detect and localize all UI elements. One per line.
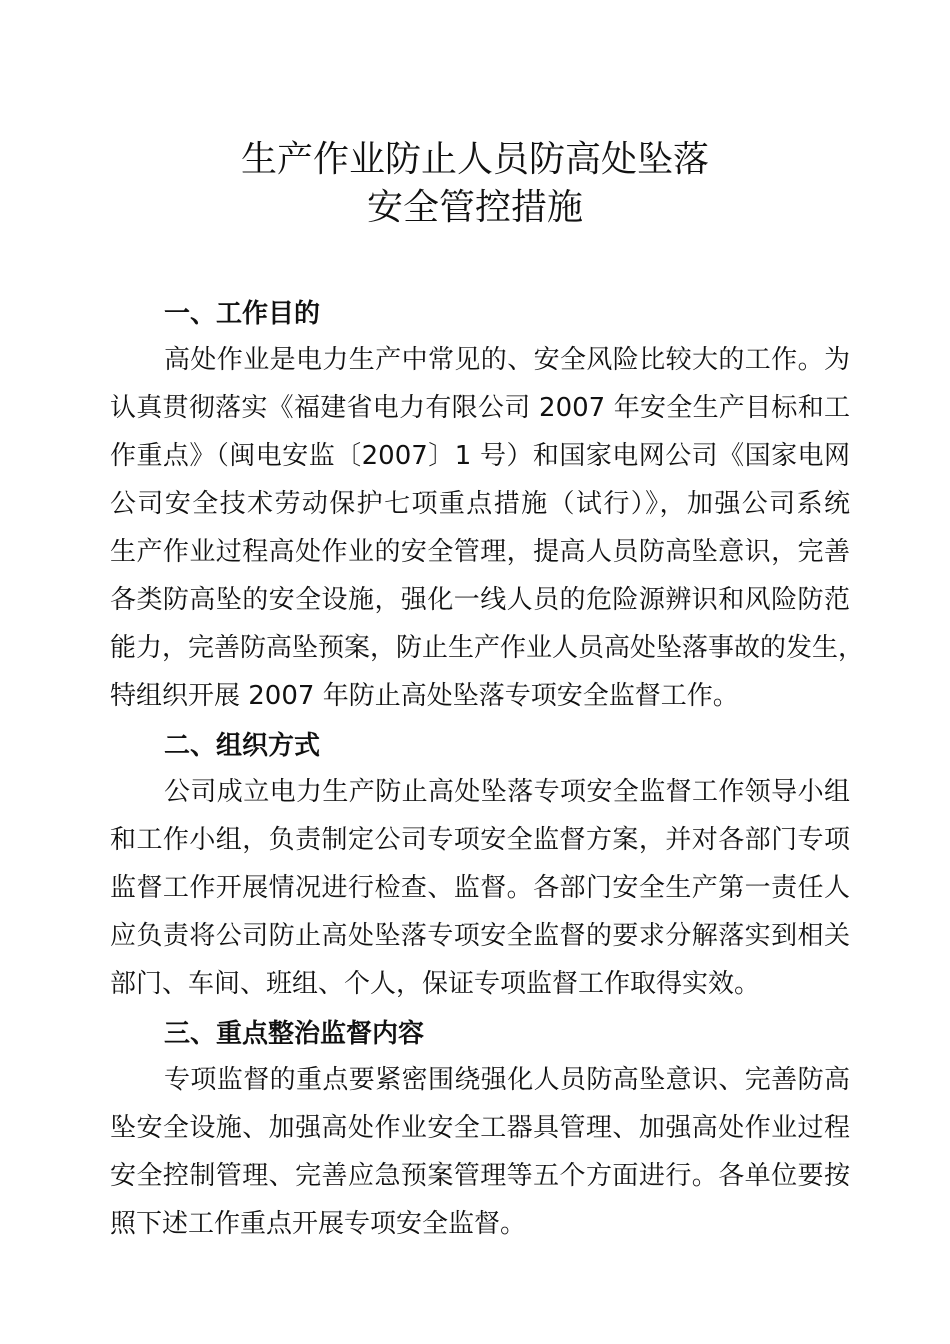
paragraph-line: 坠安全设施、加强高处作业安全工器具管理、加强高处作业过程 — [110, 1113, 850, 1143]
paragraph-line: 高处作业是电力生产中常见的、安全风险比较大的工作。为 — [164, 345, 850, 375]
paragraph-line: 和工作小组，负责制定公司专项安全监督方案，并对各部门专项 — [110, 825, 850, 855]
document-title-line-1: 生产作业防止人员防高处坠落 — [240, 139, 709, 180]
paragraph-line: 监督工作开展情况进行检查、监督。各部门安全生产第一责任人 — [110, 873, 850, 903]
section-paragraph-organization — [110, 768, 850, 1008]
paragraph-line: 公司成立电力生产防止高处坠落专项安全监督工作领导小组 — [164, 777, 850, 807]
paragraph-line: 部门、车间、班组、个人，保证专项监督工作取得实效。 — [110, 969, 761, 999]
document-title-line-2: 安全管控措施 — [366, 187, 583, 228]
section-heading-organization: 二、组织方式 — [164, 731, 321, 761]
section-paragraph-work-purpose — [110, 336, 865, 720]
paragraph-line: 照下述工作重点开展专项安全监督。 — [110, 1209, 527, 1239]
paragraph-line: 各类防高坠的安全设施，强化一线人员的危险源辨识和风险防范 — [110, 585, 850, 615]
paragraph-line: 特组织开展 2007 年防止高处坠落专项安全监督工作。 — [110, 681, 739, 711]
paragraph-line: 公司安全技术劳动保护七项重点措施（试行）》，加强公司系统 — [110, 489, 850, 519]
section-paragraph-key-content — [110, 1056, 850, 1248]
section-heading-work-purpose: 一、工作目的 — [164, 299, 321, 329]
paragraph-line: 认真贯彻落实《福建省电力有限公司 2007 年安全生产目标和工 — [110, 393, 850, 423]
paragraph-line: 专项监督的重点要紧密围绕强化人员防高坠意识、完善防高 — [164, 1065, 850, 1095]
paragraph-line: 作重点》（闽电安监〔2007〕1 号）和国家电网公司《国家电网 — [110, 441, 850, 471]
section-heading-key-content: 三、重点整治监督内容 — [164, 1019, 425, 1049]
paragraph-line: 安全控制管理、完善应急预案管理等五个方面进行。各单位要按 — [110, 1161, 850, 1191]
paragraph-line: 能力，完善防高坠预案，防止生产作业人员高处坠落事故的发生， — [110, 633, 865, 663]
paragraph-line: 生产作业过程高处作业的安全管理，提高人员防高坠意识，完善 — [110, 537, 850, 567]
paragraph-line: 应负责将公司防止高处坠落专项安全监督的要求分解落实到相关 — [110, 921, 850, 951]
